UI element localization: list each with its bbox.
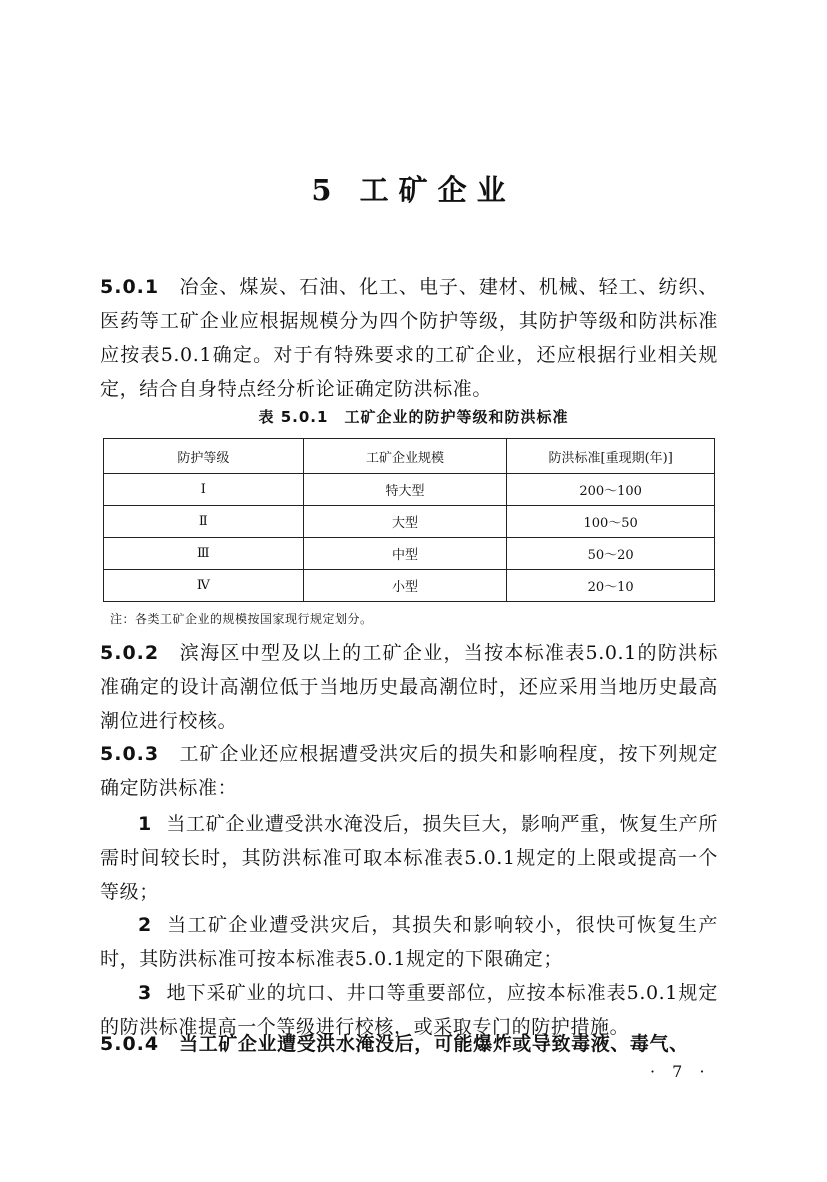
clause-5-0-4 bbox=[100, 1027, 718, 1061]
item-text: 当工矿企业遭受洪灾后，其损失和影响较小，很快可恢复生产时，其防洪标准可按本标准表5.0.1规定的下限确定； bbox=[100, 914, 718, 970]
clause-text: 当工矿企业遭受洪水淹没后，可能爆炸或导致毒液、毒气、 bbox=[179, 1033, 689, 1055]
table-cell: 大型 bbox=[303, 506, 507, 538]
clause-text: 工矿企业还应根据遭受洪灾后的损失和影响程度，按下列规定确定防洪标准： bbox=[100, 743, 718, 799]
chapter-title bbox=[0, 168, 827, 209]
table-note: 注：各类工矿企业的规模按国家现行规定划分。 bbox=[110, 612, 373, 626]
clause-number: 5.0.4 bbox=[100, 1033, 160, 1055]
table-cell: Ⅲ bbox=[104, 538, 304, 570]
table-cell: 50～20 bbox=[507, 538, 715, 570]
table-caption bbox=[0, 406, 827, 427]
table-cell: Ⅱ bbox=[104, 506, 304, 538]
table-cell: 20～10 bbox=[507, 570, 715, 602]
chapter-name: 工矿企业 bbox=[359, 173, 516, 207]
clause-5-0-2 bbox=[100, 636, 718, 738]
clause-number: 5.0.3 bbox=[100, 743, 160, 765]
table-cell: 中型 bbox=[303, 538, 507, 570]
item-text: 地下采矿业的坑口、井口等重要部位，应按本标准表5.0.1规定的防洪标准提高一个等级进行校核，或采取专门的防护措施。 bbox=[100, 982, 718, 1038]
table-cell: 小型 bbox=[303, 570, 507, 602]
table-cell: Ⅳ bbox=[104, 570, 304, 602]
table-caption-number: 表 5.0.1 bbox=[258, 408, 329, 426]
item-number: 1 bbox=[138, 813, 153, 835]
chapter-number: 5 bbox=[311, 173, 342, 207]
table-header-row bbox=[104, 439, 715, 474]
page-number: · 7 · bbox=[650, 1062, 711, 1081]
table-row bbox=[104, 474, 715, 506]
table-row bbox=[104, 506, 715, 538]
table-cell: 200～100 bbox=[507, 474, 715, 506]
flood-standard-table bbox=[103, 438, 715, 602]
table-cell: Ⅰ bbox=[104, 474, 304, 506]
table-caption-title: 工矿企业的防护等级和防洪标准 bbox=[344, 408, 569, 426]
clause-5-0-1 bbox=[100, 270, 718, 406]
item-number: 3 bbox=[138, 982, 153, 1004]
clause-5-0-3 bbox=[100, 737, 718, 805]
item-number: 2 bbox=[138, 914, 153, 936]
clause-number: 5.0.2 bbox=[100, 642, 160, 664]
list-item-1 bbox=[100, 807, 718, 909]
table-row bbox=[104, 570, 715, 602]
table-cell: 特大型 bbox=[303, 474, 507, 506]
table-header-cell: 工矿企业规模 bbox=[303, 439, 507, 474]
table-header-cell: 防护等级 bbox=[104, 439, 304, 474]
table-header-cell: 防洪标准[重现期(年)] bbox=[507, 439, 715, 474]
clause-number: 5.0.1 bbox=[100, 276, 160, 298]
list-item-2 bbox=[100, 908, 718, 976]
table-row bbox=[104, 538, 715, 570]
table-cell: 100～50 bbox=[507, 506, 715, 538]
clause-text: 滨海区中型及以上的工矿企业，当按本标准表5.0.1的防洪标准确定的设计高潮位低于当地历史最高潮位时，还应采用当地历史最高潮位进行校核。 bbox=[100, 642, 718, 732]
clause-text: 冶金、煤炭、石油、化工、电子、建材、机械、轻工、纺织、医药等工矿企业应根据规模分为四个防护等级，其防护等级和防洪标准应按表5.0.1确定。对于有特殊要求的工矿企业，还应根据行业相关规定，结合自身特点经分析论证确定防洪标准。 bbox=[100, 276, 718, 400]
item-text: 当工矿企业遭受洪水淹没后，损失巨大，影响严重，恢复生产所需时间较长时，其防洪标准可取本标准表5.0.1规定的上限或提高一个等级； bbox=[100, 813, 718, 903]
